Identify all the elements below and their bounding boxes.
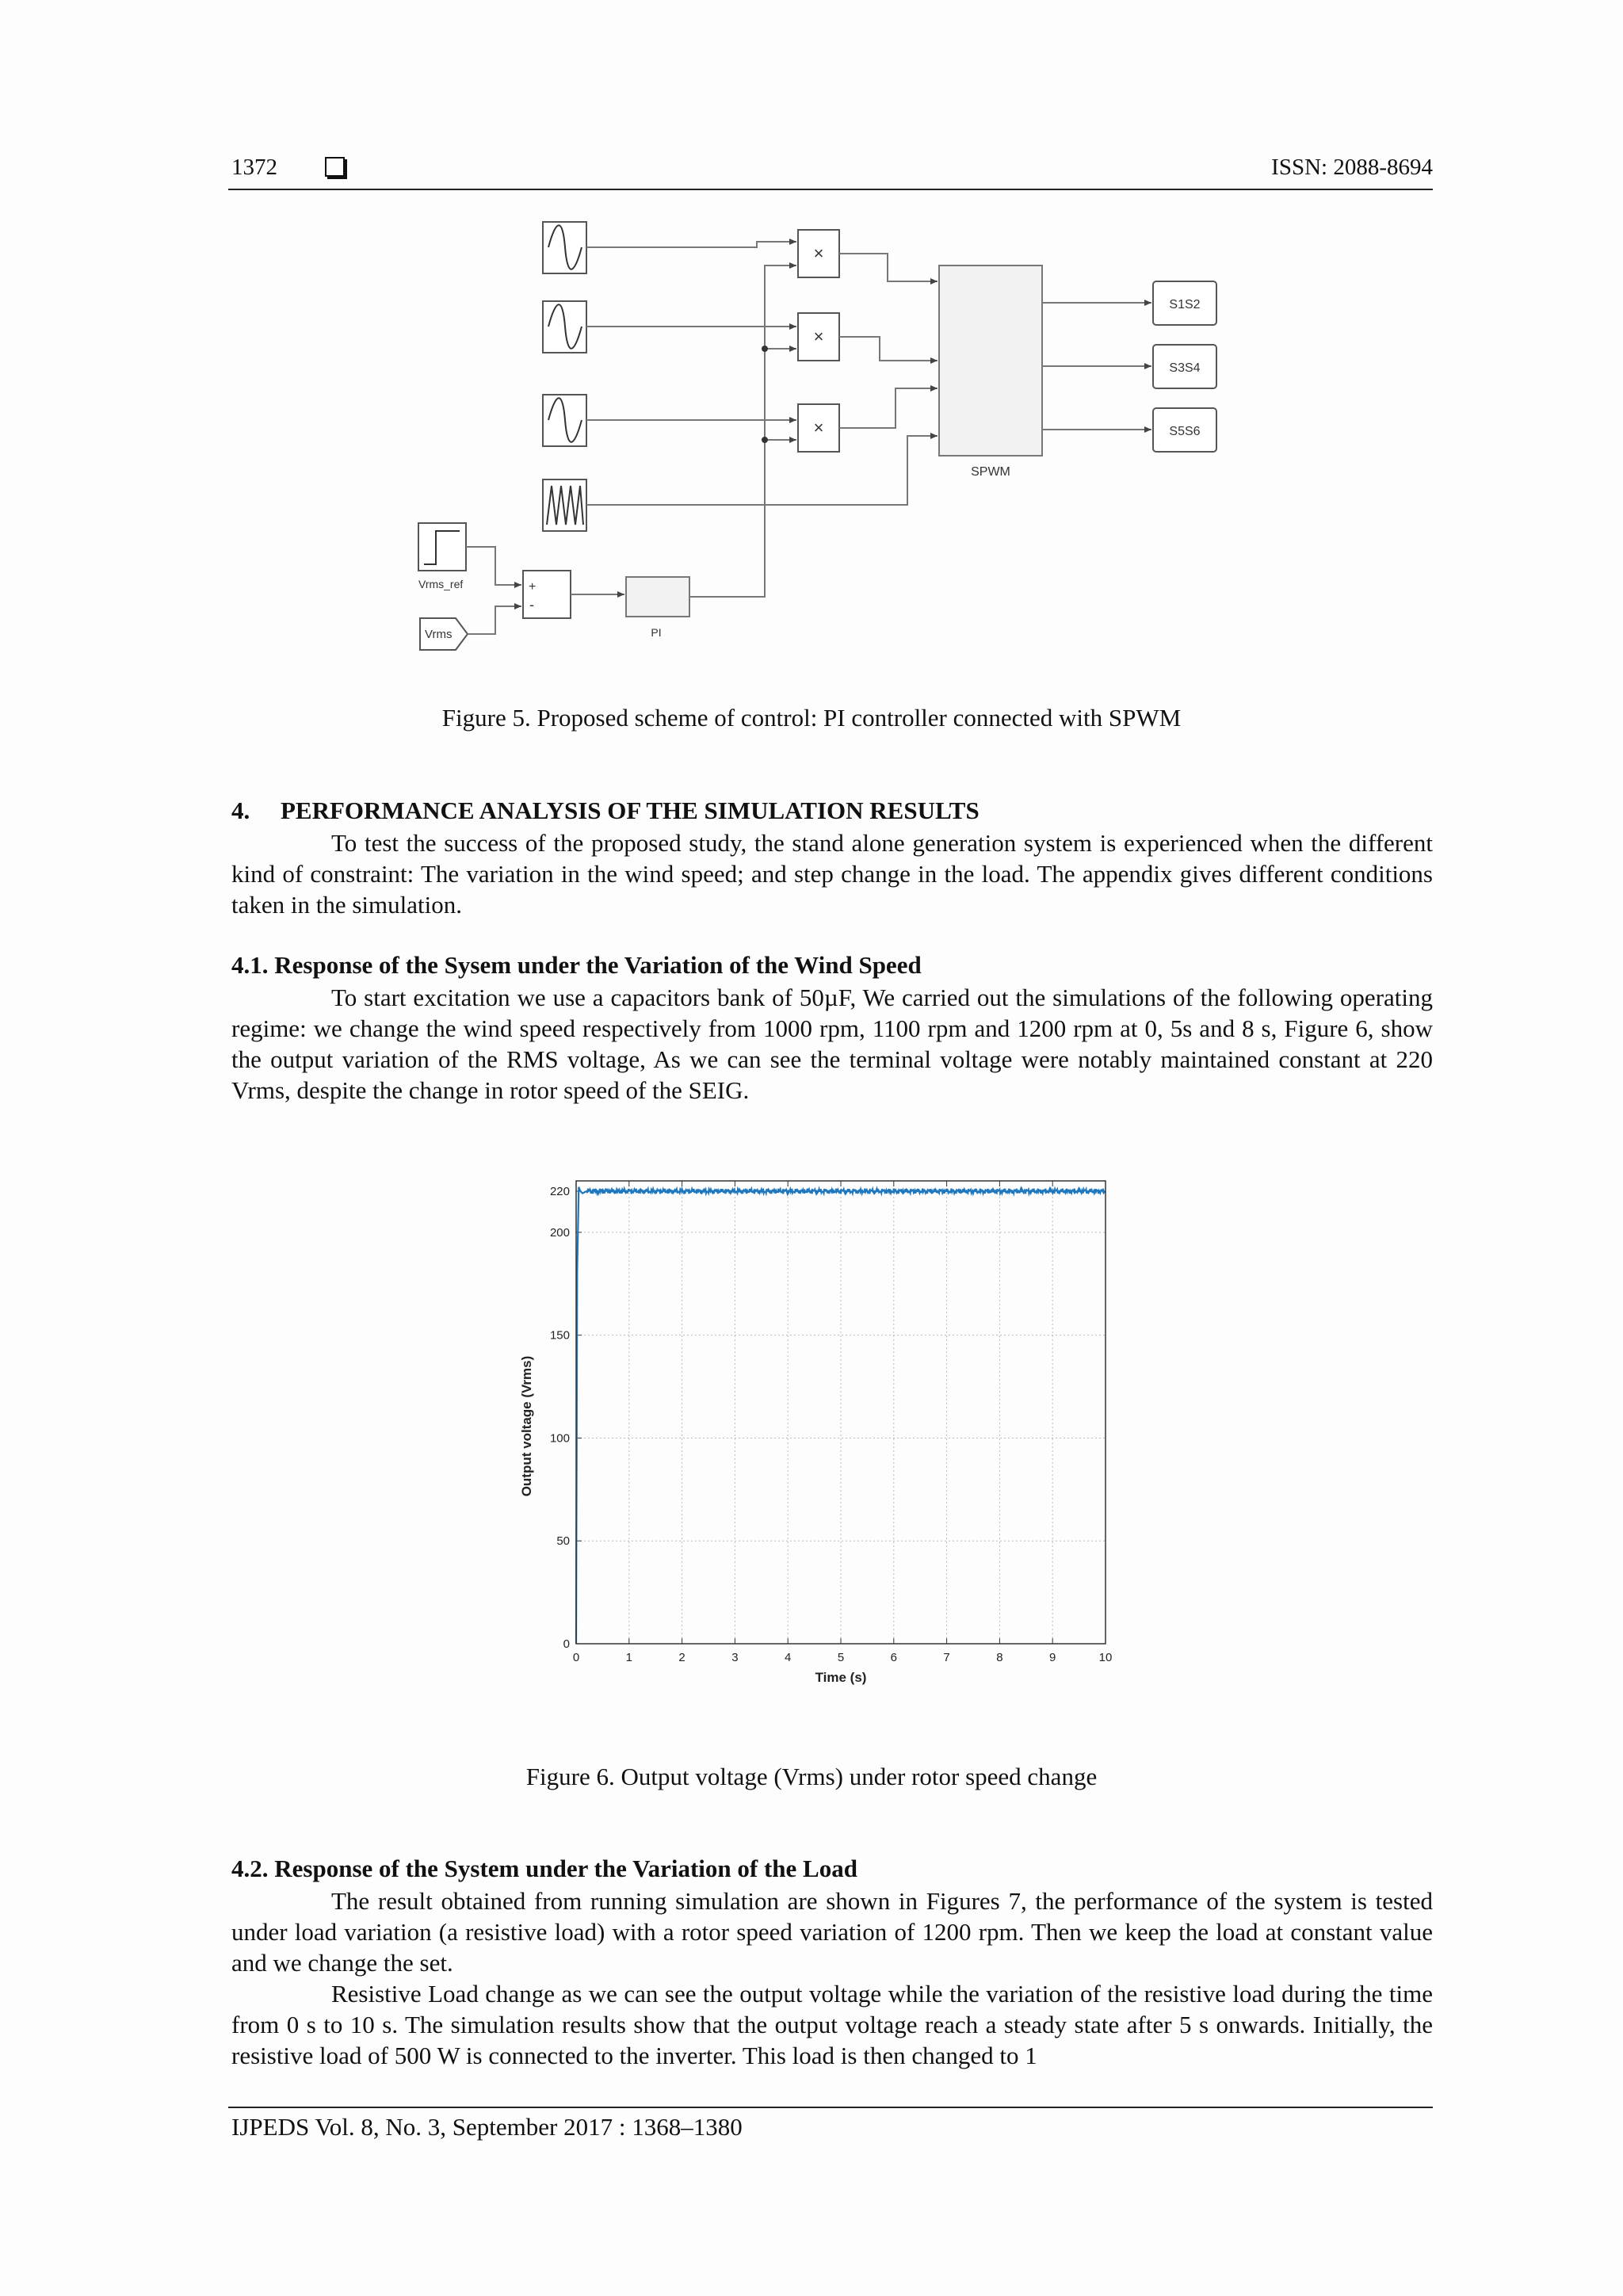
x-tick-label: 7 — [943, 1651, 950, 1664]
y-tick-label: 100 — [549, 1431, 570, 1446]
section-4-2-paragraph-1: The result obtained from running simulation are shown in Figures 7, the performance of the system is tested under load variation (a resistive load) with a rotor speed variation of 1200 rpm. Then we keep the load at constant value and we change the set. — [231, 1887, 1433, 1977]
section-4-title: 4. PERFORMANCE ANALYSIS OF THE SIMULATION RESULTS — [231, 797, 980, 824]
y-axis-label: Output voltage (Vrms) — [519, 1355, 534, 1497]
svg-text:×: × — [813, 418, 824, 437]
x-tick-label: 3 — [731, 1651, 739, 1664]
multiplier-3 — [798, 404, 839, 452]
figure5-diagram — [412, 214, 1252, 674]
svg-text:PI: PI — [651, 626, 662, 639]
x-tick-label: 10 — [1098, 1651, 1113, 1664]
x-tick-label: 6 — [890, 1651, 897, 1664]
figure5-caption: Figure 5. Proposed scheme of control: PI controller connected with SPWM — [441, 704, 1182, 732]
svg-text:-: - — [529, 597, 534, 613]
svg-text:Vrms_ref: Vrms_ref — [418, 578, 464, 590]
section-4-1-title: 4.1. Response of the Sysem under the Variation of the Wind Speed — [231, 951, 922, 979]
x-tick-label: 9 — [1049, 1651, 1056, 1664]
page-number: 1372 — [231, 155, 277, 180]
svg-text:S1S2: S1S2 — [1169, 298, 1201, 311]
y-tick-label: 220 — [549, 1184, 570, 1198]
svg-text:Vrms: Vrms — [425, 628, 453, 641]
x-tick-label: 5 — [837, 1651, 845, 1664]
svg-text:×: × — [813, 243, 824, 263]
sum-block — [523, 571, 571, 618]
section-4-paragraph: To test the success of the proposed study, the stand alone generation system is experienced when the different kind of constraint: The variation in the wind speed; and step change in the load. The appendix gives different conditions taken in the simulation. — [231, 829, 1433, 919]
issn: ISSN: 2088-8694 — [1271, 155, 1433, 180]
x-axis-label: Time (s) — [815, 1670, 867, 1685]
svg-text:S3S4: S3S4 — [1169, 361, 1201, 375]
step-reference-block — [418, 523, 466, 590]
multiplier-2 — [798, 313, 839, 361]
section-4-2-paragraph-2: Resistive Load change as we can see the output voltage while the variation of the resistive load during the time from 0 s to 10 s. The simulation results show that the output voltage reach a steady state after 5 s onwards. Initially, the resistive load of 500 W is connected to the inverter. This load is then changed to 1 — [231, 1980, 1433, 2069]
output-port-s1s2 — [1153, 281, 1216, 325]
section-4-2-body — [231, 1885, 1433, 2071]
figure6-caption: Figure 6. Output voltage (Vrms) under rotor speed change — [525, 1763, 1098, 1790]
x-tick-label: 0 — [572, 1651, 580, 1664]
output-port-s5s6 — [1153, 408, 1216, 452]
svg-text:SPWM: SPWM — [971, 465, 1010, 479]
x-tick-label: 2 — [678, 1651, 685, 1664]
svg-text:×: × — [813, 327, 824, 346]
header-rule — [228, 189, 1433, 190]
sine-source-3-icon — [543, 395, 586, 446]
triangle-carrier-icon — [543, 479, 586, 531]
multiplier-1 — [798, 230, 839, 277]
footer-rule — [228, 2107, 1433, 2108]
footer-citation: IJPEDS Vol. 8, No. 3, September 2017 : 1368–1380 — [231, 2113, 743, 2141]
vrms-input-port — [420, 618, 468, 650]
y-tick-label: 0 — [563, 1637, 570, 1651]
x-tick-label: 8 — [996, 1651, 1003, 1664]
y-tick-label: 50 — [556, 1534, 570, 1549]
x-tick-label: 1 — [625, 1651, 632, 1664]
figure6-chart — [507, 1157, 1125, 1712]
spwm-block — [939, 266, 1042, 479]
y-tick-label: 150 — [549, 1328, 570, 1343]
section-4-1-paragraph: To start excitation we use a capacitors bank of 50µF, We carried out the simulations of the following operating regime: we change the wind speed respectively from 1000 rpm, 1100 rpm and 1200 rpm at 0, 5s and 8 s, Figure 6, show the output variation of the RMS voltage, As we can see the terminal voltage were notably maintained constant at 220 Vrms, despite the change in rotor speed of the SEIG. — [231, 984, 1433, 1104]
section-4-1-body — [231, 982, 1433, 1106]
checkbox-square-icon — [325, 157, 345, 177]
section-4-body — [231, 827, 1433, 920]
svg-text:S5S6: S5S6 — [1169, 425, 1201, 438]
output-port-s3s4 — [1153, 345, 1216, 388]
x-tick-label: 4 — [785, 1651, 792, 1664]
y-tick-label: 200 — [549, 1225, 570, 1240]
section-4-2-title: 4.2. Response of the System under the Variation of the Load — [231, 1855, 857, 1882]
sine-source-1-icon — [543, 222, 586, 273]
svg-text:+: + — [529, 580, 537, 594]
sine-source-2-icon — [543, 301, 586, 353]
pi-controller-block — [626, 577, 689, 639]
